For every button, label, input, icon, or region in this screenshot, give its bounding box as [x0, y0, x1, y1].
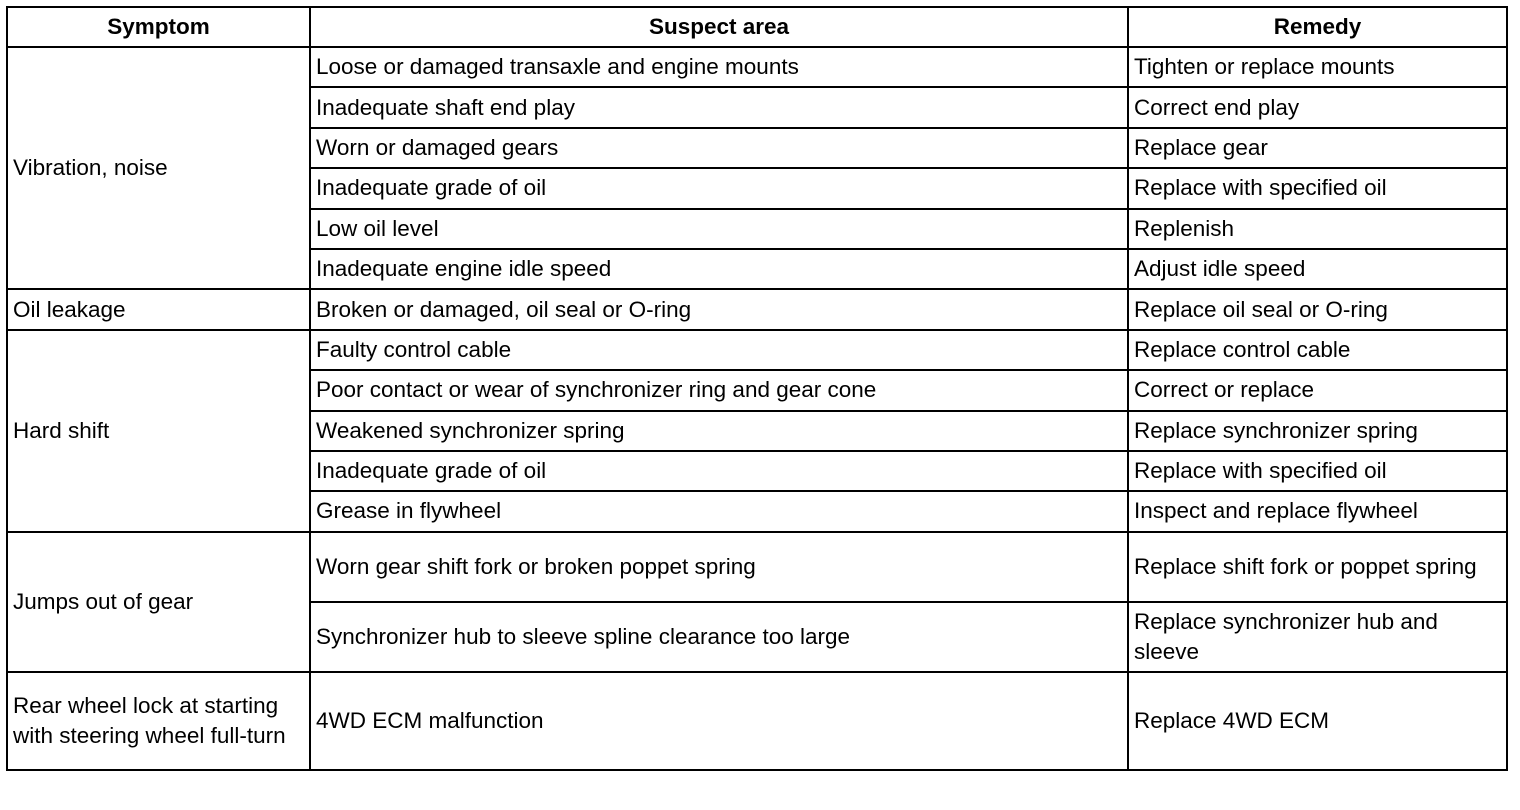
suspect-area-cell: Low oil level [310, 209, 1128, 249]
remedy-cell: Replenish [1128, 209, 1507, 249]
table-row [7, 47, 1507, 87]
suspect-area-cell: Inadequate grade of oil [310, 451, 1128, 491]
symptom-cell: Hard shift [7, 330, 310, 532]
suspect-area-cell: Inadequate grade of oil [310, 168, 1128, 208]
suspect-area-cell: Broken or damaged, oil seal or O-ring [310, 289, 1128, 329]
suspect-area-cell: Inadequate engine idle speed [310, 249, 1128, 289]
suspect-area-cell: Faulty control cable [310, 330, 1128, 370]
remedy-cell: Replace 4WD ECM [1128, 672, 1507, 770]
remedy-cell: Replace oil seal or O-ring [1128, 289, 1507, 329]
header-suspect-area: Suspect area [310, 7, 1128, 47]
header-symptom: Symptom [7, 7, 310, 47]
header-row [7, 7, 1507, 47]
remedy-cell: Replace shift fork or poppet spring [1128, 532, 1507, 602]
suspect-area-cell: 4WD ECM malfunction [310, 672, 1128, 770]
symptom-cell: Vibration, noise [7, 47, 310, 289]
symptom-cell: Jumps out of gear [7, 532, 310, 672]
header-remedy: Remedy [1128, 7, 1507, 47]
remedy-cell: Replace with specified oil [1128, 451, 1507, 491]
remedy-cell: Correct or replace [1128, 370, 1507, 410]
remedy-cell: Replace gear [1128, 128, 1507, 168]
table-row [7, 672, 1507, 770]
remedy-cell: Replace control cable [1128, 330, 1507, 370]
suspect-area-cell: Synchronizer hub to sleeve spline clearance too large [310, 602, 1128, 672]
troubleshooting-table [6, 6, 1508, 771]
symptom-cell: Oil leakage [7, 289, 310, 329]
remedy-cell: Replace synchronizer spring [1128, 411, 1507, 451]
table-row [7, 330, 1507, 370]
remedy-cell: Replace synchronizer hub and sleeve [1128, 602, 1507, 672]
remedy-cell: Tighten or replace mounts [1128, 47, 1507, 87]
suspect-area-cell: Weakened synchronizer spring [310, 411, 1128, 451]
suspect-area-cell: Grease in flywheel [310, 491, 1128, 531]
suspect-area-cell: Worn gear shift fork or broken poppet spring [310, 532, 1128, 602]
suspect-area-cell: Worn or damaged gears [310, 128, 1128, 168]
remedy-cell: Adjust idle speed [1128, 249, 1507, 289]
suspect-area-cell: Poor contact or wear of synchronizer ring and gear cone [310, 370, 1128, 410]
remedy-cell: Inspect and replace flywheel [1128, 491, 1507, 531]
table-row [7, 289, 1507, 329]
table-row [7, 532, 1507, 602]
suspect-area-cell: Loose or damaged transaxle and engine mounts [310, 47, 1128, 87]
remedy-cell: Replace with specified oil [1128, 168, 1507, 208]
remedy-cell: Correct end play [1128, 87, 1507, 127]
suspect-area-cell: Inadequate shaft end play [310, 87, 1128, 127]
symptom-cell: Rear wheel lock at starting with steering wheel full-turn [7, 672, 310, 770]
